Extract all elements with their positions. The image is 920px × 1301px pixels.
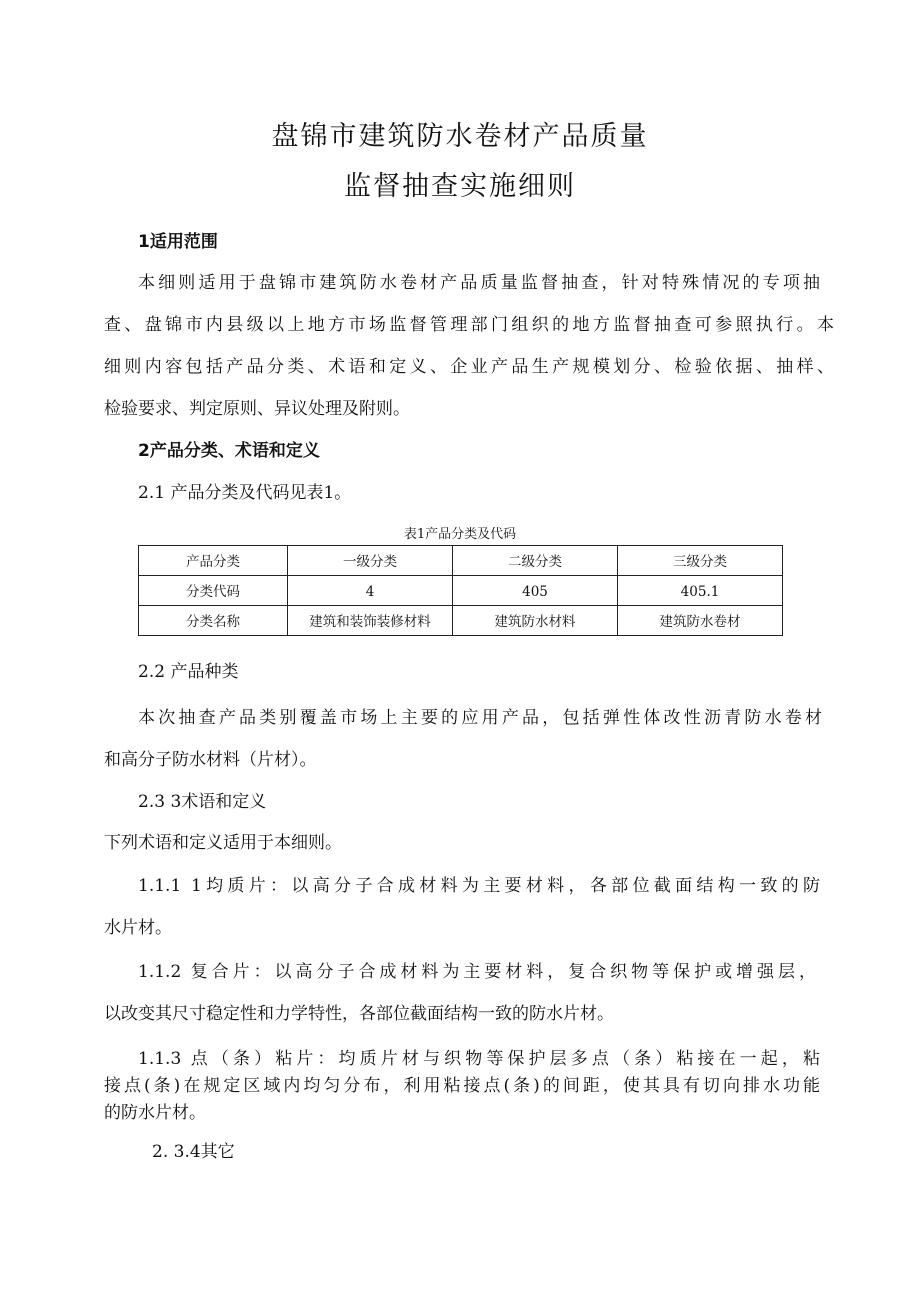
section-1-paragraph-line: 检验要求、判定原则、异议处理及附则。: [104, 399, 410, 419]
section-2-2-paragraph-line: 和高分子防水材料（片材）。: [104, 750, 317, 770]
table-cell: 建筑防水材料: [453, 606, 618, 636]
section-1-heading: 1适用范围: [138, 232, 218, 252]
table-cell: 建筑防水卷材: [618, 606, 783, 636]
definition-line: 接点(条)在规定区域内均匀分布，利用粘接点(条)的间距，使其具有切向排水功能: [104, 1076, 820, 1096]
subsection-2-3-4: 2. 3.4其它: [152, 1142, 235, 1162]
section-1-paragraph-line: 本细则适用于盘锦市建筑防水卷材产品质量监督抽查，针对特殊情况的专项抽: [138, 273, 820, 293]
subsection-2-2: 2.2 产品种类: [138, 662, 239, 682]
table-header-cell: 三级分类: [618, 546, 783, 576]
table-row: [139, 606, 783, 636]
table-cell: 405.1: [618, 576, 783, 606]
subsection-2-1: 2.1 产品分类及代码见表1。: [138, 483, 352, 503]
table-header-cell: 一级分类: [288, 546, 453, 576]
document-title-line-2: 监督抽查实施细则: [344, 171, 576, 202]
section-2-heading: 2产品分类、术语和定义: [138, 441, 320, 461]
table-header-row: [139, 546, 783, 576]
table-cell: 建筑和装饰装修材料: [288, 606, 453, 636]
table-header-cell: 产品分类: [139, 546, 288, 576]
definition-line: 1.1.2 复合片：以高分子合成材料为主要材料，复合织物等保护或增强层，: [138, 962, 816, 982]
definition-line: 以改变其尺寸稳定性和力学特性，各部位截面结构一致的防水片材。: [104, 1004, 614, 1024]
table-header-cell: 二级分类: [453, 546, 618, 576]
section-2-2-paragraph-line: 本次抽查产品类别覆盖市场上主要的应用产品，包括弹性体改性沥青防水卷材: [138, 708, 822, 728]
section-2-3-intro: 下列术语和定义适用于本细则。: [104, 833, 342, 853]
document-title-line-1: 盘锦市建筑防水卷材产品质量: [271, 121, 649, 152]
definition-line: 1.1.1 1均质片：以高分子合成材料为主要材料，各部位截面结构一致的防: [138, 876, 820, 896]
table-caption: 表1产品分类及代码: [403, 527, 517, 542]
definition-line: 1.1.3 点（条）粘片：均质片材与织物等保护层多点（条）粘接在一起，粘: [138, 1049, 820, 1069]
subsection-2-3: 2.3 3术语和定义: [138, 792, 267, 812]
definition-line: 的防水片材。: [104, 1103, 206, 1123]
section-1-paragraph-line: 细则内容包括产品分类、术语和定义、企业产品生产规模划分、检验依据、抽样、: [104, 357, 834, 377]
table-cell: 分类代码: [139, 576, 288, 606]
table-cell: 405: [453, 576, 618, 606]
classification-table: [138, 545, 783, 636]
section-1-paragraph-line: 查、盘锦市内县级以上地方市场监督管理部门组织的地方监督抽查可参照执行。本: [104, 315, 834, 335]
table-cell: 4: [288, 576, 453, 606]
table-cell: 分类名称: [139, 606, 288, 636]
table-row: [139, 576, 783, 606]
definition-line: 水片材。: [104, 918, 172, 938]
